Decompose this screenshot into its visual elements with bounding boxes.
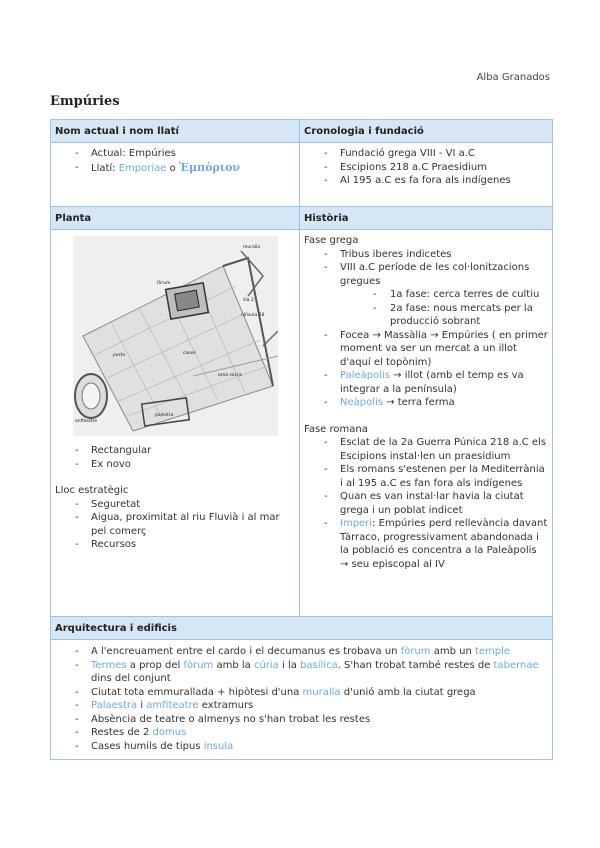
list-item: - Fundació grega VIII - VI a.C: [304, 147, 548, 161]
plan-label-forum: fòrum: [157, 281, 171, 286]
document-title: Empúries: [50, 94, 120, 109]
header-nom: Nom actual i nom llatí: [51, 120, 300, 143]
plan-label-muralla: muralla: [243, 245, 261, 250]
list-item: - Tribus iberes indicetes: [304, 248, 548, 262]
list-item: - Imperi: Empúries perd rellevància davant Tàrraco, progressivament abandonada i la població es concentra a la Paleàpolis → seu episcopal al IV: [304, 517, 548, 571]
plan-label-anfiteatre: anfiteatre: [75, 419, 98, 424]
header-historia: Història: [300, 207, 553, 230]
cell-planta: [51, 230, 300, 617]
list-item: - Esclat de la 2a Guerra Púnica 218 a.C els Escipions instal·len un praesidium: [304, 436, 548, 463]
cell-cronologia: [300, 143, 553, 207]
list-item: - Recursos: [55, 538, 295, 552]
fase-grega-heading: Fase grega: [304, 235, 359, 246]
plan-label-ninsula: ninsula 28: [241, 313, 265, 318]
list-item: - Neàpolis → terra ferma: [304, 396, 548, 410]
list-item: - Aigua, proximitat al riu Fluvià i al mar pel comerç: [55, 511, 295, 538]
plan-label-palestra: palestra: [155, 413, 174, 418]
header-arquitectura: Arquitectura i edificis: [51, 617, 553, 640]
list-item: - 2a fase: nous mercats per la producció sobrant: [340, 302, 548, 329]
list-item: - Ciutat tota emmurallada + hipòtesi d'una muralla d'unió amb la ciutat grega: [55, 686, 548, 700]
list-item: - Actual: Empúries: [55, 147, 295, 161]
author-name: Alba Granados: [476, 72, 550, 83]
list-item: - Quan es van instal·lar havia la ciutat grega i un poblat indicet: [304, 490, 548, 517]
list-item: - Al 195 a.C es fa fora als indígenes: [304, 174, 548, 188]
list-item: - Els romans s'estenen per la Mediterrània i al 195 a.C es fan fora als indígenes: [304, 463, 548, 490]
list-item: - Seguretat: [55, 498, 295, 512]
cell-historia: [300, 230, 553, 617]
list-item: - Cases humils de tipus insula: [55, 740, 548, 754]
list-item: - Ex novo: [55, 458, 295, 472]
cell-nom: [51, 143, 300, 207]
list-item: - Focea → Massàlia → Empúries ( en primer moment va ser un mercat a un illot d'aquí el topònim): [304, 329, 548, 370]
header-cronologia: Cronologia i fundació: [300, 120, 553, 143]
plan-label-area: area sacra: [218, 373, 242, 378]
notes-table: [50, 119, 553, 760]
list-item: - Termes a prop del fòrum amb la cúria i la basílica. S'han trobat també restes de tabernae dins del conjunt: [55, 659, 548, 686]
plan-label-porta: porta: [113, 353, 125, 358]
lloc-heading: Lloc estratègic: [55, 485, 129, 496]
cell-arquitectura: [51, 640, 553, 760]
list-item: - Rectangular: [55, 444, 295, 458]
city-plan-image: [73, 236, 278, 436]
list-item: - VIII a.C període de les col·lonitzacions gregues - 1a fase: cerca terres de cultiu - 2a fase: nous mercats per la producció sobrant: [304, 261, 548, 329]
list-item: - Paleàpolis → illot (amb el temp es va integrar a la península): [304, 369, 548, 396]
plan-label-illa: illa 2: [243, 298, 254, 303]
list-item: - A l'encreuament entre el cardo i el decumanus es trobava un fòrum amb un temple: [55, 645, 548, 659]
list-item: - Absència de teatre o almenys no s'han trobat les restes: [55, 713, 548, 727]
list-item: - 1a fase: cerca terres de cultiu: [340, 288, 548, 302]
fase-romana-heading: Fase romana: [304, 423, 368, 435]
plan-label-cases: cases: [183, 351, 196, 356]
list-item: - Restes de 2 domus: [55, 726, 548, 740]
list-item: - Palaestra i amfiteatre extramurs: [55, 699, 548, 713]
list-item: - Llatí: Emporiae o Ἐμπόριον: [55, 161, 295, 176]
list-item: - Escipions 218 a.C Praesidium: [304, 161, 548, 175]
header-planta: Planta: [51, 207, 300, 230]
